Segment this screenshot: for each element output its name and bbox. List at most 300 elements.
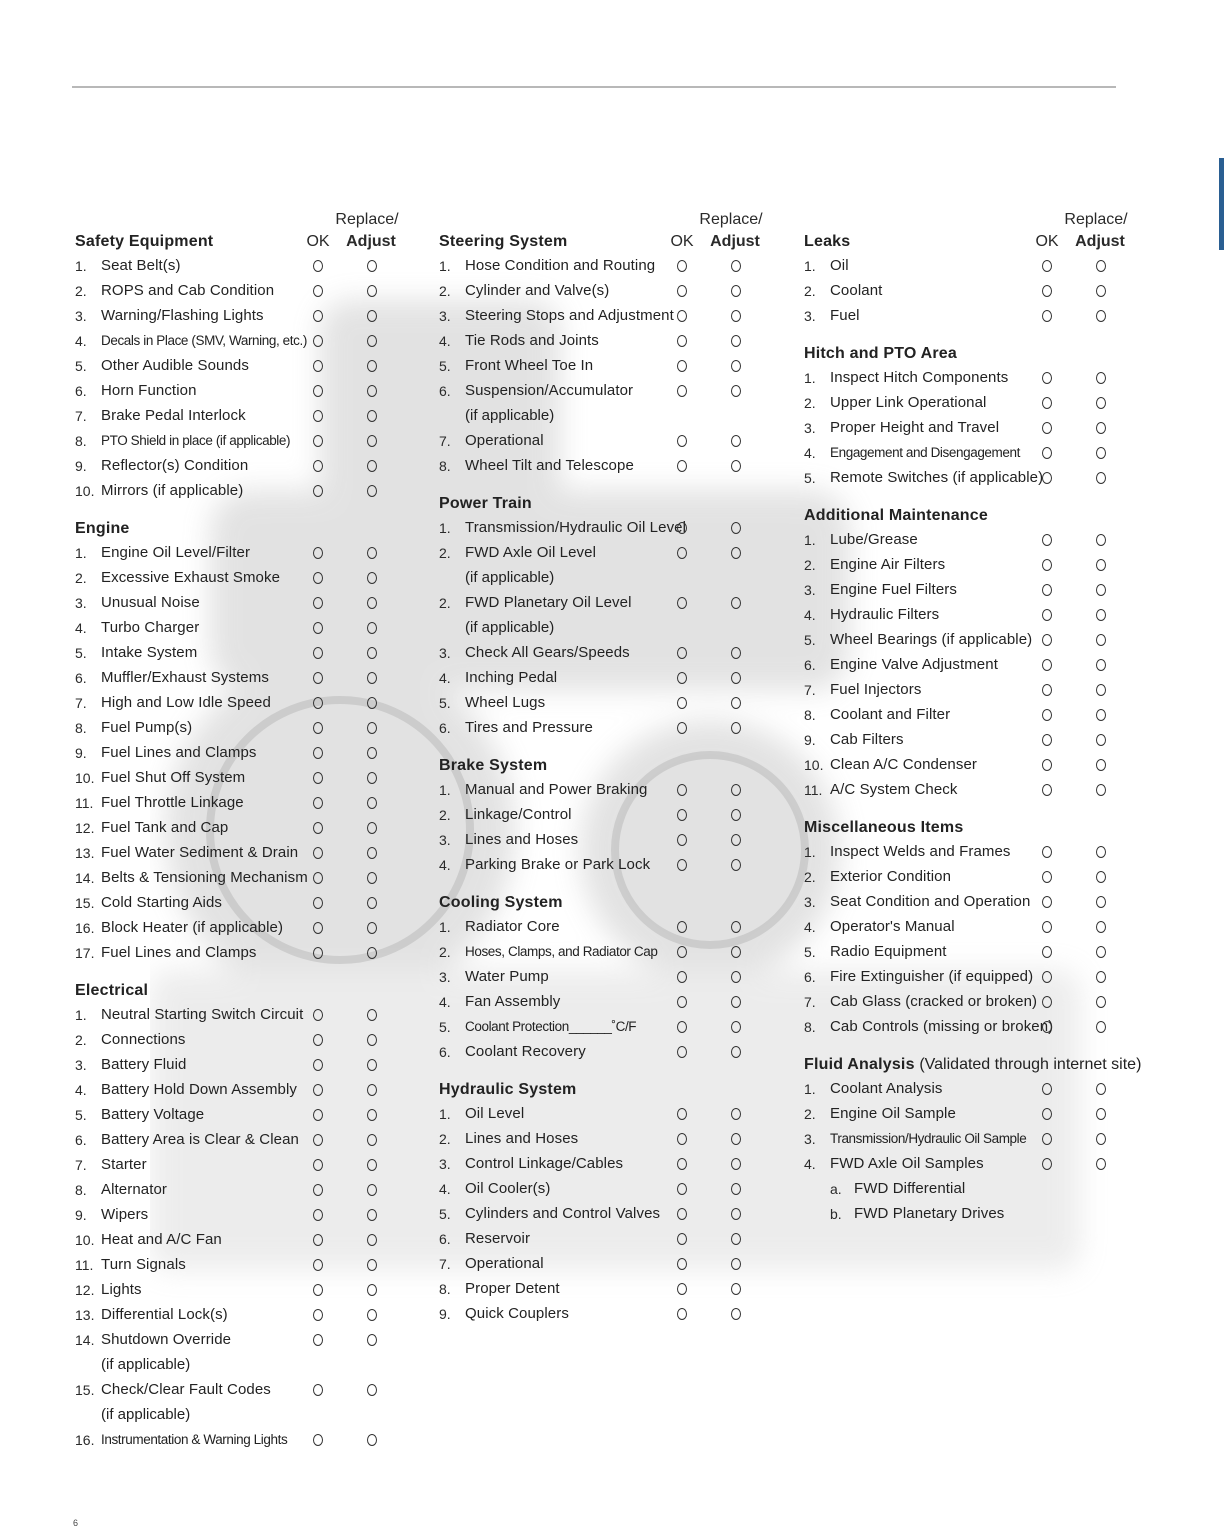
replace-adjust-checkbox[interactable] <box>1096 921 1106 933</box>
replace-adjust-checkbox[interactable] <box>367 1309 377 1321</box>
ok-checkbox[interactable] <box>1042 846 1052 858</box>
replace-adjust-checkbox[interactable] <box>1096 422 1106 434</box>
ok-checkbox[interactable] <box>313 622 323 634</box>
ok-checkbox[interactable] <box>1042 946 1052 958</box>
ok-checkbox[interactable] <box>677 1233 687 1245</box>
replace-adjust-checkbox[interactable] <box>367 797 377 809</box>
replace-adjust-checkbox[interactable] <box>731 460 741 472</box>
replace-adjust-checkbox[interactable] <box>1096 971 1106 983</box>
item-number: 1. <box>804 532 816 548</box>
section-title-text: Cooling System <box>439 894 563 911</box>
replace-adjust-checkbox[interactable] <box>1096 534 1106 546</box>
item-label: Linkage/Control <box>465 806 572 823</box>
item-label: Turbo Charger <box>101 619 200 636</box>
replace-adjust-checkbox[interactable] <box>367 1109 377 1121</box>
ok-checkbox[interactable] <box>1042 871 1052 883</box>
item-label: Excessive Exhaust Smoke <box>101 569 281 586</box>
ok-checkbox[interactable] <box>677 1021 687 1033</box>
item-number: 7. <box>439 433 451 449</box>
checklist-item <box>804 416 1144 441</box>
ok-checkbox[interactable] <box>313 1159 323 1171</box>
replace-adjust-checkbox[interactable] <box>731 1158 741 1170</box>
item-label: Fuel <box>830 307 860 324</box>
replace-adjust-checkbox[interactable] <box>731 971 741 983</box>
replace-adjust-checkbox[interactable] <box>1096 472 1106 484</box>
item-number: 5. <box>439 1019 451 1035</box>
ok-checkbox[interactable] <box>1042 634 1052 646</box>
replace-adjust-checkbox[interactable] <box>731 285 741 297</box>
replace-adjust-checkbox[interactable] <box>367 285 377 297</box>
replace-adjust-checkbox[interactable] <box>1096 1083 1106 1095</box>
replace-adjust-checkbox[interactable] <box>367 647 377 659</box>
checklist-item <box>804 753 1144 778</box>
section-title-text: Hitch and PTO Area <box>804 345 957 362</box>
ok-checkbox[interactable] <box>677 385 687 397</box>
ok-checkbox[interactable] <box>1042 996 1052 1008</box>
replace-adjust-checkbox[interactable] <box>1096 397 1106 409</box>
replace-adjust-checkbox[interactable] <box>1096 709 1106 721</box>
ok-checkbox[interactable] <box>677 722 687 734</box>
replace-adjust-checkbox[interactable] <box>731 834 741 846</box>
ok-checkbox[interactable] <box>313 697 323 709</box>
replace-adjust-checkbox[interactable] <box>731 335 741 347</box>
section-title <box>804 233 850 251</box>
replace-adjust-checkbox[interactable] <box>731 1183 741 1195</box>
ok-checkbox[interactable] <box>677 260 687 272</box>
checklist-item <box>439 429 779 454</box>
replace-adjust-checkbox[interactable] <box>731 1283 741 1295</box>
replace-adjust-checkbox[interactable] <box>1096 609 1106 621</box>
ok-checkbox[interactable] <box>313 1384 323 1396</box>
replace-adjust-checkbox[interactable] <box>367 772 377 784</box>
replace-adjust-checkbox[interactable] <box>367 410 377 422</box>
ok-checkbox[interactable] <box>1042 534 1052 546</box>
item-label: Quick Couplers <box>465 1305 569 1322</box>
ok-checkbox[interactable] <box>313 872 323 884</box>
replace-adjust-checkbox[interactable] <box>731 859 741 871</box>
item-number: 4. <box>439 1181 451 1197</box>
ok-checkbox[interactable] <box>313 547 323 559</box>
replace-adjust-checkbox[interactable] <box>731 1133 741 1145</box>
replace-adjust-checkbox[interactable] <box>367 1059 377 1071</box>
ok-checkbox[interactable] <box>313 1084 323 1096</box>
replace-adjust-checkbox[interactable] <box>731 1021 741 1033</box>
replace-adjust-checkbox[interactable] <box>1096 784 1106 796</box>
ok-checkbox[interactable] <box>313 1134 323 1146</box>
ok-checkbox[interactable] <box>313 1309 323 1321</box>
item-label: Battery Hold Down Assembly <box>101 1081 298 1098</box>
ok-checkbox[interactable] <box>677 1108 687 1120</box>
replace-adjust-checkbox[interactable] <box>367 922 377 934</box>
ok-checkbox[interactable] <box>677 1158 687 1170</box>
item-label: FWD Planetary Oil Level <box>465 594 632 611</box>
ok-checkbox[interactable] <box>1042 709 1052 721</box>
item-number: 2. <box>439 944 451 960</box>
replace-adjust-checkbox[interactable] <box>367 1434 377 1446</box>
replace-adjust-checkbox[interactable] <box>731 647 741 659</box>
ok-checkbox[interactable] <box>1042 659 1052 671</box>
ok-checkbox[interactable] <box>1042 1108 1052 1120</box>
ok-checkbox[interactable] <box>313 1284 323 1296</box>
ok-checkbox[interactable] <box>677 597 687 609</box>
ok-checkbox[interactable] <box>313 1009 323 1021</box>
replace-adjust-checkbox[interactable] <box>367 385 377 397</box>
checklist-item <box>439 853 779 878</box>
ok-checkbox[interactable] <box>677 946 687 958</box>
replace-adjust-checkbox[interactable] <box>1096 310 1106 322</box>
item-number: 3. <box>804 1131 816 1147</box>
replace-adjust-checkbox[interactable] <box>367 1159 377 1171</box>
item-label: Engine Valve Adjustment <box>830 656 998 673</box>
replace-adjust-checkbox[interactable] <box>367 485 377 497</box>
replace-adjust-checkbox[interactable] <box>367 722 377 734</box>
ok-checkbox[interactable] <box>313 772 323 784</box>
replace-adjust-checkbox[interactable] <box>1096 634 1106 646</box>
checklist-section <box>804 1055 1144 1227</box>
replace-adjust-checkbox[interactable] <box>731 722 741 734</box>
ok-checkbox[interactable] <box>677 1133 687 1145</box>
ok-checkbox[interactable] <box>1042 784 1052 796</box>
ok-checkbox[interactable] <box>1042 285 1052 297</box>
ok-checkbox[interactable] <box>1042 372 1052 384</box>
replace-header-label: Replace/ <box>699 211 763 228</box>
item-number: 1. <box>804 370 816 386</box>
replace-adjust-checkbox[interactable] <box>367 335 377 347</box>
ok-checkbox[interactable] <box>313 260 323 272</box>
checklist-item <box>75 1428 415 1453</box>
header-replace-row <box>75 210 415 232</box>
ok-checkbox[interactable] <box>313 1434 323 1446</box>
replace-adjust-checkbox[interactable] <box>1096 1133 1106 1145</box>
ok-checkbox[interactable] <box>313 797 323 809</box>
item-number: 11. <box>75 1257 94 1273</box>
section-header <box>804 344 1144 366</box>
ok-checkbox[interactable] <box>313 1209 323 1221</box>
ok-checkbox[interactable] <box>677 834 687 846</box>
ok-checkbox[interactable] <box>677 310 687 322</box>
item-label: Operational <box>465 432 544 449</box>
section-title <box>804 1056 1141 1074</box>
replace-adjust-checkbox[interactable] <box>731 260 741 272</box>
item-label: FWD Axle Oil Samples <box>830 1155 984 1172</box>
checklist-section <box>75 981 415 1453</box>
ok-checkbox[interactable] <box>313 1034 323 1046</box>
replace-adjust-checkbox[interactable] <box>367 310 377 322</box>
ok-checkbox[interactable] <box>313 922 323 934</box>
checklist-item <box>804 965 1144 990</box>
replace-adjust-checkbox[interactable] <box>367 1134 377 1146</box>
checklist-item <box>804 391 1144 416</box>
replace-adjust-checkbox[interactable] <box>1096 1158 1106 1170</box>
replace-adjust-checkbox[interactable] <box>367 1234 377 1246</box>
replace-adjust-checkbox[interactable] <box>1096 659 1106 671</box>
subitem-letter: a. <box>830 1181 842 1197</box>
replace-adjust-checkbox[interactable] <box>1096 285 1106 297</box>
item-label: Cold Starting Aids <box>101 894 223 911</box>
replace-adjust-checkbox[interactable] <box>367 697 377 709</box>
ok-checkbox[interactable] <box>313 897 323 909</box>
ok-checkbox[interactable] <box>677 647 687 659</box>
replace-adjust-checkbox[interactable] <box>367 1034 377 1046</box>
ok-checkbox[interactable] <box>677 921 687 933</box>
replace-adjust-checkbox[interactable] <box>1096 734 1106 746</box>
item-number: 3. <box>804 894 816 910</box>
ok-checkbox[interactable] <box>1042 759 1052 771</box>
replace-adjust-checkbox[interactable] <box>367 1209 377 1221</box>
replace-adjust-checkbox[interactable] <box>367 260 377 272</box>
ok-checkbox[interactable] <box>313 597 323 609</box>
item-number: 7. <box>75 408 87 424</box>
checklist-item <box>75 1228 415 1253</box>
ok-checkbox[interactable] <box>313 722 323 734</box>
item-number: 2. <box>439 595 451 611</box>
replace-adjust-checkbox[interactable] <box>367 897 377 909</box>
item-number: 8. <box>439 458 451 474</box>
ok-checkbox[interactable] <box>1042 1083 1052 1095</box>
checklist-item <box>439 329 779 354</box>
ok-checkbox[interactable] <box>677 971 687 983</box>
ok-checkbox[interactable] <box>677 285 687 297</box>
ok-checkbox[interactable] <box>313 285 323 297</box>
ok-checkbox[interactable] <box>313 460 323 472</box>
replace-adjust-checkbox[interactable] <box>1096 260 1106 272</box>
ok-checkbox[interactable] <box>313 310 323 322</box>
ok-checkbox[interactable] <box>313 572 323 584</box>
replace-adjust-checkbox[interactable] <box>731 1108 741 1120</box>
replace-adjust-checkbox[interactable] <box>367 847 377 859</box>
ok-checkbox[interactable] <box>677 697 687 709</box>
replace-adjust-checkbox[interactable] <box>367 872 377 884</box>
ok-checkbox[interactable] <box>313 747 323 759</box>
ok-checkbox[interactable] <box>677 1183 687 1195</box>
replace-adjust-checkbox[interactable] <box>1096 946 1106 958</box>
item-number: 5. <box>804 470 816 486</box>
item-label: Transmission/Hydraulic Oil Level <box>465 519 687 536</box>
replace-adjust-checkbox[interactable] <box>1096 1108 1106 1120</box>
checklist-item <box>75 616 415 641</box>
ok-checkbox[interactable] <box>677 360 687 372</box>
replace-adjust-checkbox[interactable] <box>367 947 377 959</box>
ok-checkbox[interactable] <box>1042 310 1052 322</box>
replace-adjust-checkbox[interactable] <box>367 1184 377 1196</box>
ok-checkbox[interactable] <box>313 822 323 834</box>
replace-adjust-checkbox[interactable] <box>731 597 741 609</box>
ok-checkbox[interactable] <box>1042 559 1052 571</box>
replace-adjust-checkbox[interactable] <box>1096 1021 1106 1033</box>
checklist-column-3 <box>804 210 1144 1227</box>
ok-checkbox[interactable] <box>677 784 687 796</box>
item-label: Wipers <box>101 1206 149 1223</box>
replace-adjust-checkbox[interactable] <box>1096 871 1106 883</box>
item-number: 6. <box>439 1044 451 1060</box>
replace-adjust-checkbox[interactable] <box>367 672 377 684</box>
replace-adjust-checkbox[interactable] <box>1096 759 1106 771</box>
ok-checkbox[interactable] <box>677 672 687 684</box>
replace-adjust-checkbox[interactable] <box>1096 996 1106 1008</box>
replace-adjust-checkbox[interactable] <box>1096 447 1106 459</box>
replace-adjust-checkbox[interactable] <box>731 522 741 534</box>
ok-checkbox[interactable] <box>677 1258 687 1270</box>
ok-checkbox[interactable] <box>677 1208 687 1220</box>
section-title-text: Miscellaneous Items <box>804 819 964 836</box>
ok-checkbox[interactable] <box>313 360 323 372</box>
replace-adjust-checkbox[interactable] <box>731 360 741 372</box>
replace-adjust-checkbox[interactable] <box>1096 559 1106 571</box>
ok-checkbox[interactable] <box>313 1334 323 1346</box>
replace-adjust-checkbox[interactable] <box>731 672 741 684</box>
replace-adjust-checkbox[interactable] <box>367 1384 377 1396</box>
checklist-section <box>439 210 779 479</box>
checklist-item <box>439 778 779 803</box>
item-number: 10. <box>804 757 824 773</box>
replace-adjust-checkbox[interactable] <box>1096 584 1106 596</box>
ok-checkbox[interactable] <box>1042 397 1052 409</box>
item-label: High and Low Idle Speed <box>101 694 271 711</box>
ok-checkbox[interactable] <box>313 947 323 959</box>
replace-adjust-checkbox[interactable] <box>367 822 377 834</box>
ok-checkbox[interactable] <box>677 809 687 821</box>
replace-adjust-checkbox[interactable] <box>367 1284 377 1296</box>
replace-adjust-checkbox[interactable] <box>367 435 377 447</box>
ok-checkbox[interactable] <box>313 385 323 397</box>
replace-adjust-checkbox[interactable] <box>367 460 377 472</box>
item-number: 5. <box>804 632 816 648</box>
replace-adjust-checkbox[interactable] <box>731 1208 741 1220</box>
ok-checkbox[interactable] <box>677 547 687 559</box>
replace-adjust-checkbox[interactable] <box>1096 896 1106 908</box>
item-number: 2. <box>439 283 451 299</box>
replace-adjust-checkbox[interactable] <box>1096 684 1106 696</box>
ok-checkbox[interactable] <box>1042 971 1052 983</box>
replace-adjust-checkbox[interactable] <box>731 784 741 796</box>
item-label: Fuel Pump(s) <box>101 719 193 736</box>
ok-checkbox[interactable] <box>677 1308 687 1320</box>
replace-adjust-checkbox[interactable] <box>367 547 377 559</box>
replace-adjust-checkbox[interactable] <box>731 996 741 1008</box>
ok-checkbox[interactable] <box>677 1046 687 1058</box>
replace-adjust-checkbox[interactable] <box>731 1308 741 1320</box>
ok-checkbox[interactable] <box>1042 921 1052 933</box>
item-label: Fuel Water Sediment & Drain <box>101 844 299 861</box>
checklist-item <box>804 441 1144 466</box>
item-label: FWD Axle Oil Level <box>465 544 596 561</box>
replace-adjust-checkbox[interactable] <box>731 946 741 958</box>
ok-checkbox[interactable] <box>313 435 323 447</box>
replace-adjust-checkbox[interactable] <box>367 1334 377 1346</box>
ok-checkbox[interactable] <box>677 996 687 1008</box>
replace-adjust-checkbox[interactable] <box>731 435 741 447</box>
item-number: 3. <box>75 595 87 611</box>
ok-checkbox[interactable] <box>313 410 323 422</box>
item-number: 11. <box>804 782 823 798</box>
ok-checkbox[interactable] <box>313 1234 323 1246</box>
replace-adjust-checkbox[interactable] <box>731 1258 741 1270</box>
checklist-item <box>439 1227 779 1252</box>
ok-checkbox[interactable] <box>1042 472 1052 484</box>
replace-adjust-checkbox[interactable] <box>367 1009 377 1021</box>
item-label-continued: (if applicable) <box>465 569 555 586</box>
item-number: 5. <box>75 358 87 374</box>
replace-adjust-checkbox[interactable] <box>731 547 741 559</box>
replace-adjust-checkbox[interactable] <box>367 1259 377 1271</box>
ok-checkbox[interactable] <box>1042 609 1052 621</box>
ok-checkbox[interactable] <box>313 672 323 684</box>
ok-checkbox[interactable] <box>313 1109 323 1121</box>
checklist-item <box>75 404 415 429</box>
replace-adjust-checkbox[interactable] <box>367 360 377 372</box>
item-number: 5. <box>439 358 451 374</box>
section-title <box>439 495 532 513</box>
ok-checkbox[interactable] <box>1042 422 1052 434</box>
replace-adjust-checkbox[interactable] <box>367 747 377 759</box>
checklist-item <box>75 691 415 716</box>
ok-checkbox[interactable] <box>1042 684 1052 696</box>
ok-checkbox[interactable] <box>1042 1021 1052 1033</box>
replace-adjust-checkbox[interactable] <box>731 1046 741 1058</box>
replace-adjust-checkbox[interactable] <box>367 1084 377 1096</box>
ok-checkbox[interactable] <box>313 1259 323 1271</box>
ok-checkbox[interactable] <box>677 335 687 347</box>
ok-checkbox[interactable] <box>313 485 323 497</box>
checklist-item <box>804 678 1144 703</box>
replace-adjust-checkbox[interactable] <box>731 809 741 821</box>
replace-adjust-checkbox[interactable] <box>367 572 377 584</box>
checklist-item <box>75 1253 415 1278</box>
replace-adjust-checkbox[interactable] <box>731 697 741 709</box>
replace-adjust-checkbox[interactable] <box>731 1233 741 1245</box>
ok-checkbox[interactable] <box>1042 260 1052 272</box>
ok-checkbox[interactable] <box>677 1283 687 1295</box>
item-label: Fuel Tank and Cap <box>101 819 229 836</box>
ok-checkbox[interactable] <box>1042 447 1052 459</box>
ok-checkbox[interactable] <box>313 1184 323 1196</box>
replace-adjust-checkbox[interactable] <box>1096 846 1106 858</box>
ok-checkbox[interactable] <box>1042 584 1052 596</box>
section-title <box>75 520 130 538</box>
item-number: 1. <box>439 782 451 798</box>
checklist-item <box>75 1153 415 1178</box>
ok-checkbox[interactable] <box>1042 1133 1052 1145</box>
ok-checkbox[interactable] <box>1042 896 1052 908</box>
ok-checkbox[interactable] <box>677 522 687 534</box>
item-label: Other Audible Sounds <box>101 357 249 374</box>
ok-checkbox[interactable] <box>1042 1158 1052 1170</box>
ok-checkbox[interactable] <box>313 847 323 859</box>
ok-checkbox[interactable] <box>677 859 687 871</box>
replace-adjust-checkbox[interactable] <box>1096 372 1106 384</box>
item-label: PTO Shield in place (if applicable) <box>101 433 291 448</box>
checklist-item <box>804 865 1144 890</box>
ok-checkbox[interactable] <box>677 435 687 447</box>
replace-adjust-checkbox[interactable] <box>367 597 377 609</box>
ok-checkbox[interactable] <box>313 1059 323 1071</box>
checklist-item <box>75 591 415 616</box>
replace-adjust-checkbox[interactable] <box>367 622 377 634</box>
ok-checkbox[interactable] <box>1042 734 1052 746</box>
replace-adjust-checkbox[interactable] <box>731 310 741 322</box>
checklist-item <box>439 803 779 828</box>
ok-checkbox[interactable] <box>677 460 687 472</box>
item-label: Warning/Flashing Lights <box>101 307 264 324</box>
ok-checkbox[interactable] <box>313 335 323 347</box>
section-title-text: Steering System <box>439 233 568 250</box>
checklist-item <box>75 891 415 916</box>
checklist-section <box>439 1080 779 1327</box>
replace-adjust-checkbox[interactable] <box>731 921 741 933</box>
replace-adjust-checkbox[interactable] <box>731 385 741 397</box>
checklist-item <box>439 1177 779 1202</box>
ok-checkbox[interactable] <box>313 647 323 659</box>
